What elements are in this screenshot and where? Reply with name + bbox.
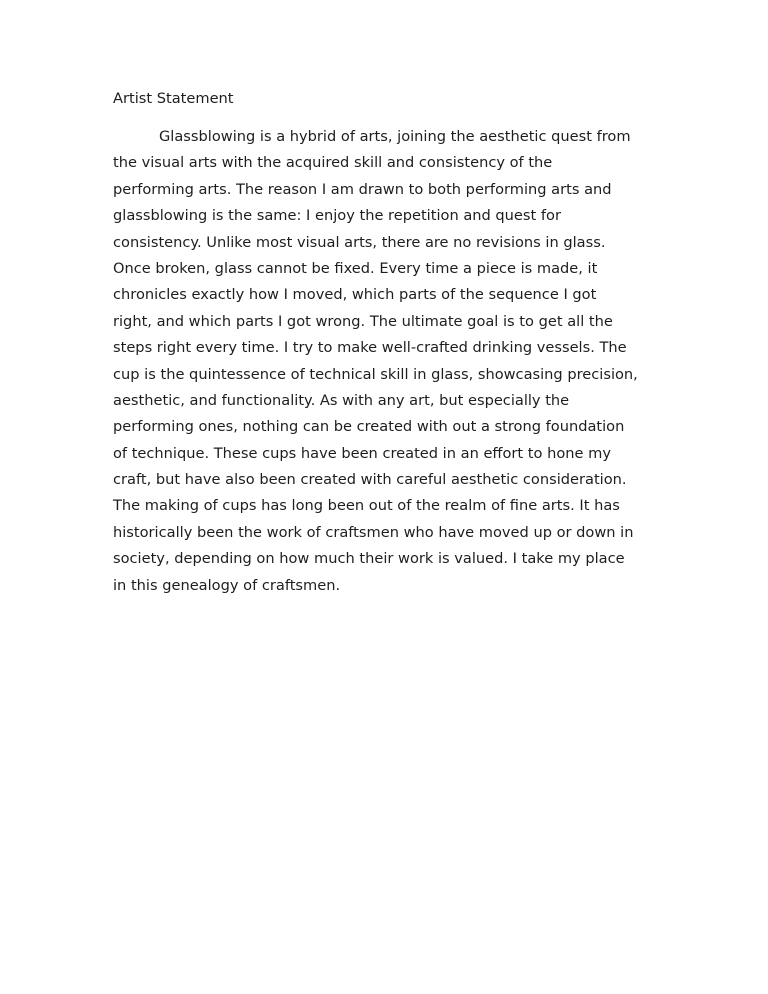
paragraph-line: steps right every time. I try to make well-crafted drinking vessels. The (113, 339, 627, 357)
paragraph-line: cup is the quintessence of technical skill in glass, showcasing precision, (113, 365, 638, 383)
paragraph-line: society, depending on how much their work is valued. I take my place (113, 550, 625, 568)
paragraph-line: Glassblowing is a hybrid of arts, joining the aesthetic quest from (159, 128, 631, 145)
paragraph-line: historically been the work of craftsmen who have moved up or down in (113, 523, 634, 541)
paragraph-line: of technique. These cups have been created in an effort to hone my (113, 444, 611, 462)
paragraph-line: chronicles exactly how I moved, which parts of the sequence I got (113, 286, 597, 304)
paragraph-line: consistency. Unlike most visual arts, there are no revisions in glass. (113, 233, 606, 251)
document-title: Artist Statement (113, 90, 234, 107)
statement-paragraph (113, 124, 673, 599)
paragraph-line: The making of cups has long been out of the realm of fine arts. It has (113, 497, 620, 515)
paragraph-line: the visual arts with the acquired skill and consistency of the (113, 154, 553, 172)
paragraph-line: Once broken, glass cannot be fixed. Every time a piece is made, it (113, 259, 598, 277)
paragraph-line: glassblowing is the same: I enjoy the repetition and quest for (113, 207, 561, 225)
paragraph-line: in this genealogy of craftsmen. (113, 576, 341, 594)
paragraph-line: craft, but have also been created with careful aesthetic consideration. (113, 471, 627, 489)
paragraph-line: right, and which parts I got wrong. The ultimate goal is to get all the (113, 312, 613, 330)
paragraph-line: aesthetic, and functionality. As with any art, but especially the (113, 391, 570, 409)
paragraph-line: performing arts. The reason I am drawn to both performing arts and (113, 180, 612, 198)
paragraph-line: performing ones, nothing can be created with out a strong foundation (113, 418, 625, 436)
